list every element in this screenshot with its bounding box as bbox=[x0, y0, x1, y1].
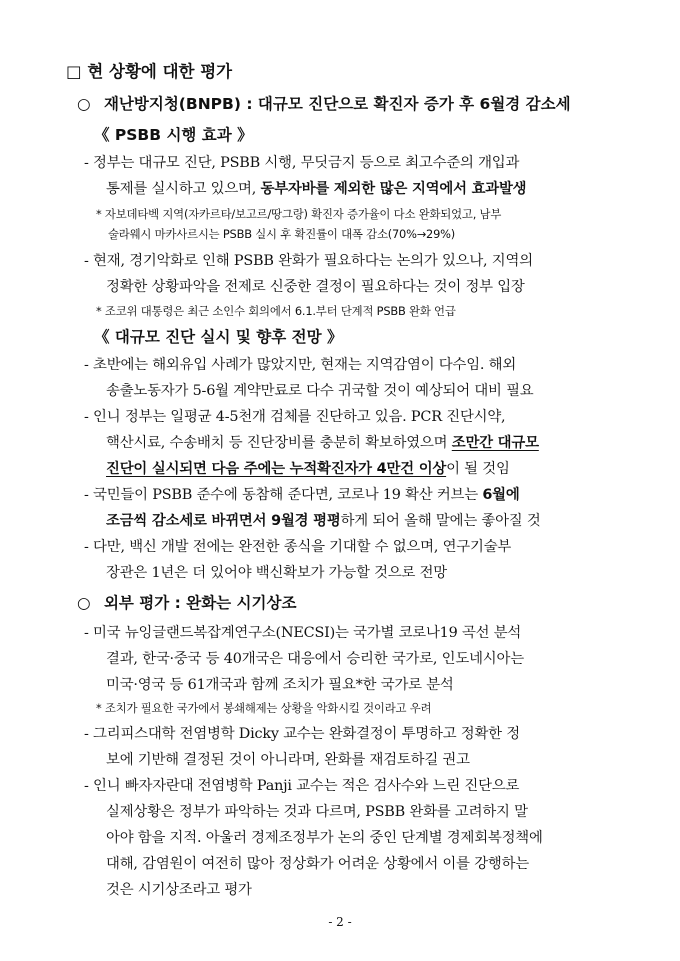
emphasis-text: 6월에 bbox=[482, 487, 520, 503]
section-title: □ 현 상황에 대한 평가 bbox=[66, 62, 233, 81]
text-run: 통제를 실시하고 있으며, bbox=[106, 181, 261, 197]
outlook-heading: 《 대규모 진단 실시 및 향후 전망 》 bbox=[94, 328, 343, 346]
external-item-3-line-5: 것은 시기상조라고 평가 bbox=[106, 882, 252, 898]
psbb-item-1-line-2 bbox=[106, 182, 526, 196]
psbb-note-1-line-1: * 자보데타벡 지역(자카르타/보고르/땅그랑) 확진자 증가율이 다소 완화되었고, 남부 bbox=[96, 207, 502, 221]
external-item-2-line-1: - 그리피스대학 전염병학 Dicky 교수는 완화결정이 투명하고 정확한 정 bbox=[84, 726, 520, 742]
emphasis-text: 조금씩 감소세로 바뀌면서 9월경 평평 bbox=[106, 513, 341, 529]
external-item-3-line-3: 아야 함을 지적. 아울러 경제조정부가 논의 중인 단계별 경제회복정책에 bbox=[106, 830, 543, 846]
outlook-item-1-line-1: - 초반에는 해외유입 사례가 많았지만, 현재는 지역감염이 다수임. 해외 bbox=[84, 357, 517, 373]
outlook-item-3-line-2 bbox=[106, 514, 541, 528]
external-item-1-line-1: - 미국 뉴잉글랜드복잡계연구소(NECSI)는 국가별 코로나19 곡선 분석 bbox=[84, 625, 522, 641]
external-item-1-line-2: 결과, 한국·중국 등 40개국은 대응에서 승리한 국가로, 인도네시아는 bbox=[106, 651, 524, 667]
outlook-item-2-line-2 bbox=[106, 436, 539, 450]
bullet-circle: ○ bbox=[77, 594, 91, 612]
subsection-bnpb bbox=[77, 97, 571, 113]
subsection-bnpb-title: 재난방지청(BNPB) : 대규모 진단으로 확진자 증가 후 6월경 감소세 bbox=[103, 95, 571, 113]
text-run: 이 될 것임 bbox=[446, 461, 510, 477]
page-number: - 2 - bbox=[328, 915, 352, 929]
external-item-2-line-2: 보에 기반해 결정된 것이 아니라며, 완화를 재검토하길 권고 bbox=[106, 752, 470, 768]
outlook-item-1-line-2: 송출노동자가 5-6월 계약만료로 다수 귀국할 것이 예상되어 대비 필요 bbox=[106, 383, 534, 399]
subsection-external-title: 외부 평가 : 완화는 시기상조 bbox=[103, 594, 297, 612]
psbb-item-2-line-2: 정확한 상황파악을 전제로 신중한 결정이 필요하다는 것이 정부 입장 bbox=[106, 279, 525, 295]
bullet-circle: ○ bbox=[77, 95, 91, 113]
external-item-3-line-4: 대해, 감염원이 여전히 많아 정상화가 어려운 상황에서 이를 강행하는 bbox=[106, 856, 530, 872]
psbb-item-1-line-1: - 정부는 대규모 진단, PSBB 시행, 무딧금지 등으로 최고수준의 개입과 bbox=[84, 155, 520, 171]
external-item-3-line-1: - 인니 빠자자란대 전염병학 Panji 교수는 적은 검사수와 느린 진단으로 bbox=[84, 778, 520, 794]
psbb-item-2-line-1: - 현재, 경기악화로 인해 PSBB 완화가 필요하다는 논의가 있으나, 지역의 bbox=[84, 253, 533, 269]
external-note-1: * 조치가 필요한 국가에서 봉쇄해제는 상황을 악화시킬 것이라고 우려 bbox=[96, 701, 432, 715]
psbb-note-1-line-2: 술라웨시 마카사르시는 PSBB 실시 후 확진률이 대폭 감소(70%→29%) bbox=[108, 227, 456, 241]
text-run: 하게 되어 올해 말에는 좋아질 것 bbox=[340, 513, 541, 529]
text-run: 핵산시료, 수송배치 등 진단장비를 충분히 확보하였으며 bbox=[106, 435, 452, 451]
subsection-external bbox=[77, 596, 296, 612]
emphasis-text: 조만간 대규모 bbox=[451, 435, 539, 451]
outlook-item-4-line-1: - 다만, 백신 개발 전에는 완전한 종식을 기대할 수 없으며, 연구기술부 bbox=[84, 539, 512, 555]
external-item-3-line-2: 실제상황은 정부가 파악하는 것과 다르며, PSBB 완화를 고려하지 말 bbox=[106, 804, 528, 820]
emphasis-text: 진단이 실시되면 다음 주에는 누적확진자가 4만건 이상 bbox=[106, 461, 447, 477]
psbb-note-2: * 조코위 대통령은 최근 소인수 회의에서 6.1.부터 단계적 PSBB 완화 언급 bbox=[96, 304, 456, 318]
outlook-item-2-line-1: - 인니 정부는 일평균 4-5천개 검체를 진단하고 있음. PCR 진단시약, bbox=[84, 409, 506, 425]
outlook-item-3-line-1 bbox=[84, 488, 520, 502]
text-run: - 국민들이 PSBB 준수에 동참해 준다면, 코로나 19 확산 커브는 bbox=[84, 487, 483, 503]
outlook-item-2-line-3 bbox=[106, 462, 510, 476]
external-item-1-line-3: 미국·영국 등 61개국과 함께 조치가 필요*한 국가로 분석 bbox=[106, 677, 454, 693]
outlook-item-4-line-2: 장관은 1년은 더 있어야 백신확보가 가능할 것으로 전망 bbox=[106, 565, 448, 581]
psbb-heading: 《 PSBB 시행 효과 》 bbox=[94, 126, 253, 144]
emphasis-text: 동부자바를 제외한 많은 지역에서 효과발생 bbox=[260, 181, 527, 197]
